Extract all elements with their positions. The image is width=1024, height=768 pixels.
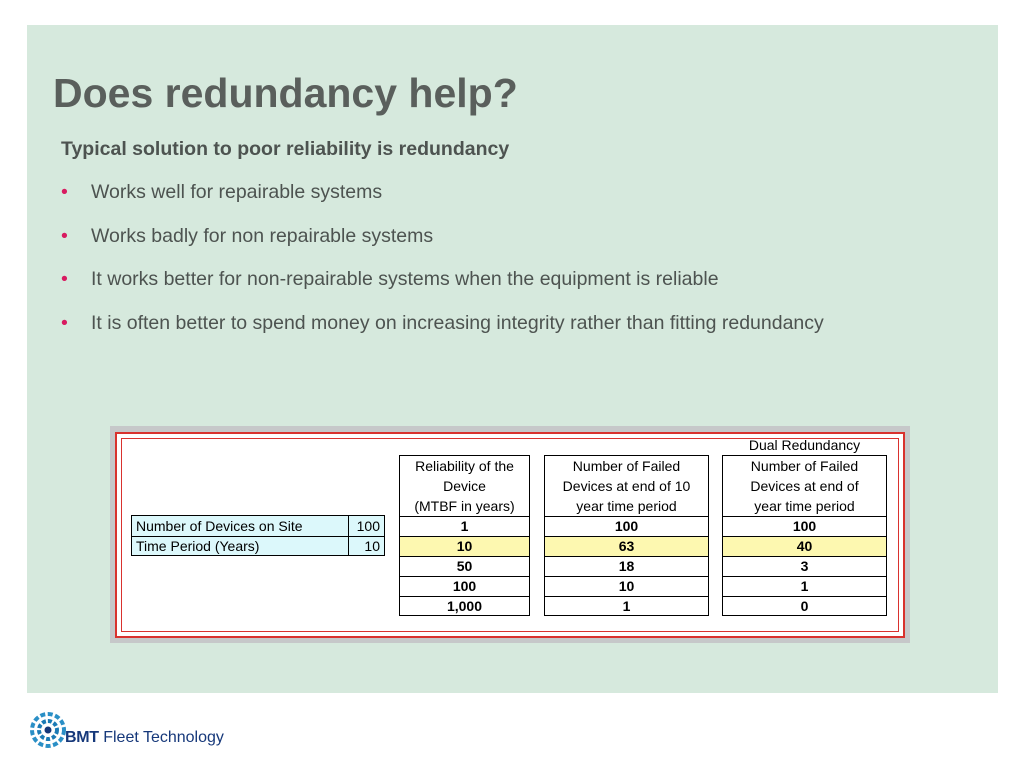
brand-name: BMT xyxy=(65,729,99,746)
mtbf-cell: 10 xyxy=(399,536,530,556)
bullet-dot-icon: • xyxy=(61,312,68,334)
period-label: Time Period (Years) xyxy=(136,538,260,554)
dual-redundancy-label: Dual Redundancy xyxy=(748,437,861,453)
period-value[interactable]: 10 xyxy=(348,536,384,556)
bullet-item xyxy=(61,181,382,204)
dual-cell: 3 xyxy=(722,556,887,576)
bullet-text: Works well for repairable systems xyxy=(91,181,383,203)
dual-header-line: Devices at end of xyxy=(750,478,859,494)
reliability-header-line: (MTBF in years) xyxy=(414,498,515,514)
failed-header-line: year time period xyxy=(576,498,677,514)
devices-value[interactable]: 100 xyxy=(348,516,384,536)
bullet-dot-icon: • xyxy=(61,225,68,247)
bullet-dot-icon: • xyxy=(61,268,68,290)
dual-cell: 0 xyxy=(722,596,887,616)
failed-header-line: Devices at end of 10 xyxy=(562,478,691,494)
slide-subtitle: Typical solution to poor reliability is redundancy xyxy=(61,138,510,160)
bullet-text: It is often better to spend money on increasing integrity rather than fitting redundancy xyxy=(91,312,824,334)
brand-subtitle: Fleet Technology xyxy=(103,729,224,746)
slide-title: Does redundancy help? xyxy=(53,70,518,116)
dual-header-line: year time period xyxy=(754,498,855,514)
input-row-period xyxy=(132,536,384,556)
mtbf-cell: 1 xyxy=(399,516,530,536)
mtbf-cell: 50 xyxy=(399,556,530,576)
company-logo-text xyxy=(65,729,224,747)
input-parameters xyxy=(131,515,385,556)
dual-cell: 100 xyxy=(722,516,887,536)
dual-cell: 40 xyxy=(722,536,887,556)
bmt-globe-icon xyxy=(28,710,68,750)
bullet-text: Works badly for non repairable systems xyxy=(91,225,434,247)
failed-cell: 1 xyxy=(544,596,709,616)
bullet-dot-icon: • xyxy=(61,181,68,203)
failed-header-line: Number of Failed xyxy=(572,458,681,474)
reliability-header-line: Reliability of the xyxy=(415,458,514,474)
devices-label: Number of Devices on Site xyxy=(136,518,303,534)
bullet-item xyxy=(61,268,719,291)
failed-cell: 100 xyxy=(544,516,709,536)
bullet-item xyxy=(61,225,433,248)
dual-header-line: Number of Failed xyxy=(750,458,859,474)
reliability-header-line: Device xyxy=(443,478,486,494)
dual-cell: 1 xyxy=(722,576,887,596)
bullet-text: It works better for non-repairable systems when the equipment is reliable xyxy=(91,268,719,290)
failed-cell: 63 xyxy=(544,536,709,556)
mtbf-cell: 100 xyxy=(399,576,530,596)
input-row-devices xyxy=(132,516,384,537)
mtbf-cell: 1,000 xyxy=(399,596,530,616)
bullet-item xyxy=(61,312,824,335)
failed-cell: 10 xyxy=(544,576,709,596)
failed-cell: 18 xyxy=(544,556,709,576)
